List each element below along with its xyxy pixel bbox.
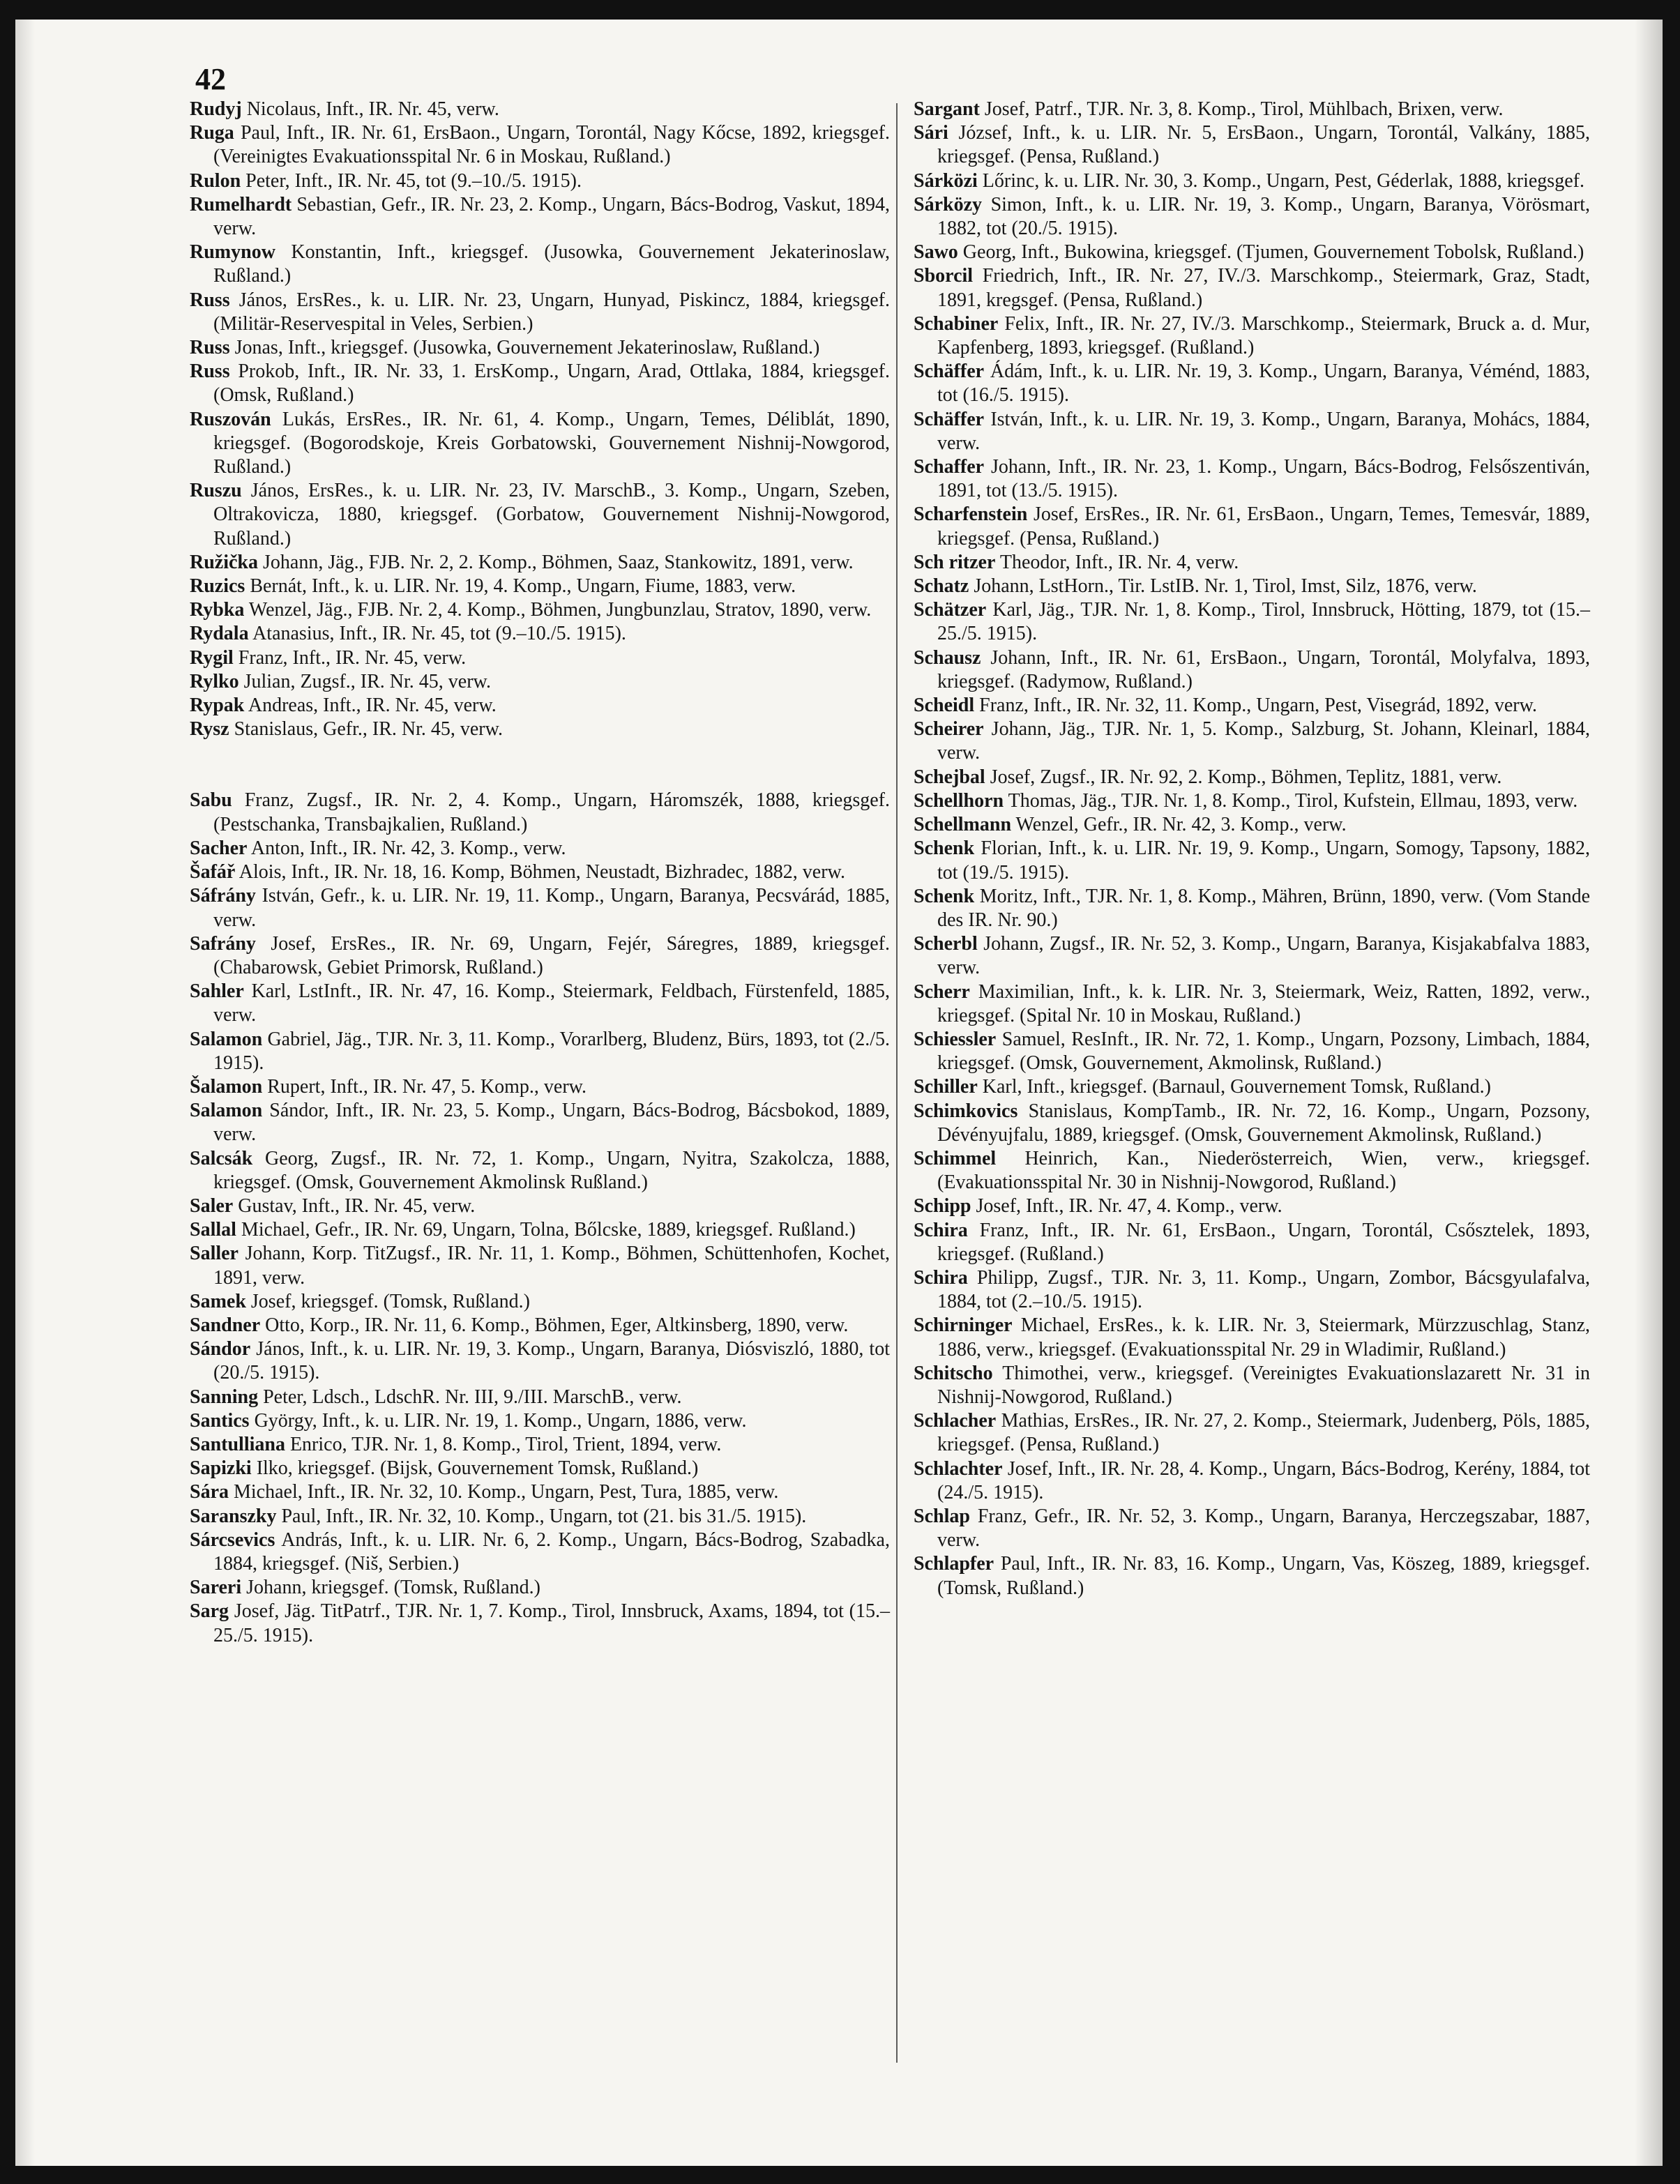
entry-surname: Schimmel <box>914 1147 997 1169</box>
entry-surname: Sborcil <box>914 265 974 287</box>
entry-surname: Ruszu <box>190 480 242 502</box>
list-entry <box>914 1266 1590 1314</box>
entry-surname: Salamon <box>190 1028 263 1050</box>
list-entry <box>190 1099 890 1146</box>
list-entry <box>190 360 890 407</box>
list-entry <box>914 312 1590 360</box>
entry-details: Thimothei, verw., kriegsgef. (Vereinigtes Evakuationslazarett Nr. 31 in Nishnij-Nowgorod, Rußland.) <box>937 1362 1590 1408</box>
entry-surname: Schabiner <box>914 312 999 335</box>
entry-details: Georg, Inft., Bukowina, kriegsgef. (Tjumen, Gouvernement Tobolsk, Rußland.) <box>962 241 1584 264</box>
list-entry <box>190 980 890 1027</box>
entry-surname: Sapizki <box>190 1457 252 1480</box>
list-entry <box>190 169 890 193</box>
entry-surname: Scherbl <box>914 933 978 955</box>
list-entry <box>914 455 1590 503</box>
entry-details: Johann, Jäg., FJB. Nr. 2, 2. Komp., Böhmen, Saaz, Stankowitz, 1891, verw. <box>263 551 854 573</box>
list-entry <box>914 885 1590 932</box>
entry-details: Josef, ErsRes., IR. Nr. 69, Ungarn, Fejér, Sáregres, 1889, kriegsgef. (Chabarowsk, Gebiet Primorsk, Rußland.) <box>213 932 891 978</box>
entry-details: Josef, kriegsgef. (Tomsk, Rußland.) <box>250 1290 530 1312</box>
list-entry <box>190 837 890 860</box>
entry-details: György, Inft., k. u. LIR. Nr. 19, 1. Komp., Ungarn, 1886, verw. <box>254 1409 747 1432</box>
list-entry <box>914 408 1590 455</box>
entry-surname: Sárcsevics <box>190 1529 275 1551</box>
entry-surname: Šalamon <box>190 1075 263 1098</box>
entry-surname: Schejbal <box>914 766 985 788</box>
entry-surname: Rygil <box>190 646 234 669</box>
list-entry <box>914 1075 1590 1099</box>
entry-surname: Sanning <box>190 1386 259 1408</box>
entry-details: Franz, Inft., IR. Nr. 45, verw. <box>238 646 467 669</box>
list-entry <box>914 503 1590 550</box>
entry-details: Mathias, ErsRes., IR. Nr. 27, 2. Komp., Steiermark, Judenberg, Pöls, 1885, kriegsgef. (Pensa, Rußland.) <box>937 1410 1590 1456</box>
entry-details: Prokob, Inft., IR. Nr. 33, 1. ErsKomp., Ungarn, Arad, Ottlaka, 1884, kriegsgef. (Omsk, Rußland.) <box>213 361 890 407</box>
entry-surname: Schlachter <box>914 1457 1003 1480</box>
list-entry <box>190 1457 890 1480</box>
entry-surname: Sandner <box>190 1314 261 1336</box>
entry-surname: Sawo <box>914 241 958 264</box>
left-column <box>190 98 890 1648</box>
entry-details: Rupert, Inft., IR. Nr. 47, 5. Komp., verw. <box>267 1075 587 1098</box>
entry-surname: Ružička <box>190 551 258 573</box>
list-entry <box>914 1314 1590 1361</box>
list-entry <box>190 1337 890 1385</box>
list-entry <box>914 694 1590 718</box>
entry-surname: Rumynow <box>190 241 275 264</box>
entry-surname: Saler <box>190 1195 234 1217</box>
entry-surname: Scheirer <box>914 718 984 741</box>
entry-surname: Samek <box>190 1290 246 1312</box>
entry-details: Karl, LstInft., IR. Nr. 47, 16. Komp., Steiermark, Feldbach, Fürstenfeld, 1885, verw. <box>213 980 890 1026</box>
list-entry <box>190 646 890 670</box>
list-entry <box>190 694 890 718</box>
entry-surname: Schausz <box>914 646 981 669</box>
list-entry <box>914 980 1590 1028</box>
list-entry <box>914 1362 1590 1409</box>
entry-surname: Salcsák <box>190 1147 253 1169</box>
list-entry <box>914 575 1590 598</box>
entry-details: Karl, Jäg., TJR. Nr. 1, 8. Komp., Tirol, Innsbruck, Hötting, 1879, tot (15.–25./5. 1915). <box>937 599 1591 645</box>
entry-details: Lukás, ErsRes., IR. Nr. 61, 4. Komp., Ungarn, Temes, Déliblát, 1890, kriegsgef. (Bogorodskoje, Kreis Gorbatowski, Gouvernement Nishnij-Nowgorod, Rußland.) <box>213 408 891 478</box>
entry-details: Josef, Patrf., TJR. Nr. 3, 8. Komp., Tirol, Mühlbach, Brixen, verw. <box>984 98 1504 120</box>
page-number: 42 <box>195 62 226 96</box>
entry-details: Lőrinc, k. u. LIR. Nr. 30, 3. Komp., Ungarn, Pest, Géderlak, 1888, kriegsgef. <box>982 169 1584 192</box>
entry-details: Josef, Zugsf., IR. Nr. 92, 2. Komp., Böhmen, Teplitz, 1881, verw. <box>990 766 1502 788</box>
entry-details: Atanasius, Inft., IR. Nr. 45, tot (9.–10./5. 1915). <box>252 623 626 645</box>
entry-details: Ilko, kriegsgef. (Bijsk, Gouvernement Tomsk, Rußland.) <box>256 1457 699 1480</box>
list-entry <box>190 718 890 741</box>
entry-surname: Scheidl <box>914 695 975 717</box>
entry-surname: Ruzics <box>190 575 245 598</box>
entry-details: Johann, Zugsf., IR. Nr. 52, 3. Komp., Ungarn, Baranya, Kisjakabfalva 1883, verw. <box>937 933 1590 979</box>
entry-details: Peter, Ldsch., LdschR. Nr. III, 9./III. MarschB., verw. <box>263 1386 682 1408</box>
entry-surname: Rybka <box>190 599 245 621</box>
entry-surname: Sabu <box>190 789 232 812</box>
entry-surname: Šafář <box>190 861 236 884</box>
entry-details: Johann, kriegsgef. (Tomsk, Rußland.) <box>246 1577 540 1599</box>
entry-surname: Schaffer <box>914 456 985 478</box>
entry-details: Thomas, Jäg., TJR. Nr. 1, 8. Komp., Tirol, Kufstein, Ellmau, 1893, verw. <box>1008 789 1578 812</box>
entry-surname: Rumelhardt <box>190 193 292 215</box>
entry-details: Maximilian, Inft., k. k. LIR. Nr. 3, Steiermark, Weiz, Ratten, 1892, verw., kriegsgef. (Spital Nr. 10 in Moskau, Rußland.) <box>937 980 1590 1026</box>
document-page <box>15 20 1663 2166</box>
entry-surname: Rulon <box>190 169 241 192</box>
list-entry <box>190 1600 890 1647</box>
entry-surname: Schimkovics <box>914 1100 1018 1122</box>
list-entry <box>914 241 1590 264</box>
list-entry <box>190 789 890 836</box>
entry-surname: Schenk <box>914 885 975 907</box>
entry-surname: Rysz <box>190 718 229 741</box>
list-entry <box>914 646 1590 694</box>
entry-details: Anton, Inft., IR. Nr. 42, 3. Komp., verw. <box>250 837 566 859</box>
entry-details: Gabriel, Jäg., TJR. Nr. 3, 11. Komp., Vorarlberg, Bludenz, Bürs, 1893, tot (2./5. 1915). <box>213 1028 891 1074</box>
entry-details: Paul, Inft., IR. Nr. 32, 10. Komp., Ungarn, tot (21. bis 31./5. 1915). <box>281 1505 807 1527</box>
entry-details: Josef, Inft., IR. Nr. 28, 4. Komp., Ungarn, Bács-Bodrog, Kerény, 1884, tot (24./5. 1915). <box>937 1457 1591 1503</box>
page-edge-shadow-right <box>1635 20 1663 2166</box>
list-entry <box>190 1576 890 1600</box>
page-edge-shadow-left <box>15 20 35 2166</box>
list-entry <box>914 1219 1590 1266</box>
list-entry <box>190 121 890 169</box>
entry-details: Felix, Inft., IR. Nr. 27, IV./3. Marschkomp., Steiermark, Bruck a. d. Mur, Kapfenberg, 1893, kriegsgef. (Rußland.) <box>937 312 1591 359</box>
list-entry <box>190 1242 890 1289</box>
list-entry <box>190 860 890 884</box>
list-entry <box>190 1147 890 1195</box>
entry-details: Paul, Inft., IR. Nr. 61, ErsBaon., Ungarn, Torontál, Nagy Kőcse, 1892, kriegsgef. (Vereinigtes Evakuationsspital Nr. 6 in Moskau, Rußland.) <box>213 122 890 168</box>
list-entry <box>190 1075 890 1099</box>
list-entry <box>914 360 1590 407</box>
entry-details: Josef, Inft., IR. Nr. 47, 4. Komp., verw. <box>976 1195 1282 1218</box>
list-entry <box>190 1409 890 1433</box>
entry-surname: Schlap <box>914 1505 970 1527</box>
entry-details: Peter, Inft., IR. Nr. 45, tot (9.–10./5. 1915). <box>245 169 582 192</box>
entry-surname: Sallal <box>190 1219 236 1241</box>
column-divider <box>896 103 898 2063</box>
entry-surname: Sándor <box>190 1338 251 1360</box>
list-entry <box>190 622 890 646</box>
entry-details: József, Inft., k. u. LIR. Nr. 5, ErsBaon., Ungarn, Torontál, Valkány, 1885, kriegsgef. (Pensa, Rußland.) <box>937 122 1590 168</box>
list-entry <box>914 264 1590 312</box>
list-entry <box>914 1147 1590 1195</box>
entry-surname: Schlapfer <box>914 1553 994 1575</box>
entry-surname: Schitscho <box>914 1362 993 1384</box>
list-entry <box>914 1552 1590 1600</box>
list-entry <box>914 598 1590 646</box>
entry-details: Michael, ErsRes., k. k. LIR. Nr. 3, Steiermark, Mürzzuschlag, Stanz, 1886, verw., kriegsgef. (Evakuationsspital Nr. 29 in Wladimir, Rußland.) <box>937 1314 1591 1360</box>
entry-surname: Sáfrány <box>190 885 256 907</box>
entry-details: Wenzel, Jäg., FJB. Nr. 2, 4. Komp., Böhmen, Jungbunzlau, Stratov, 1890, verw. <box>248 599 872 621</box>
entry-details: Samuel, ResInft., IR. Nr. 72, 1. Komp., Ungarn, Pozsony, Limbach, 1884, kriegsgef. (Omsk, Gouvernement, Akmolinsk, Rußland.) <box>937 1028 1591 1075</box>
entry-surname: Ruszován <box>190 408 271 430</box>
entry-surname: Sárközy <box>914 193 982 215</box>
entry-details: Franz, Inft., IR. Nr. 32, 11. Komp., Ungarn, Pest, Visegrád, 1892, verw. <box>979 695 1537 717</box>
entry-surname: Rylko <box>190 670 239 692</box>
entry-details: Florian, Inft., k. u. LIR. Nr. 19, 9. Komp., Ungarn, Somogy, Tapsony, 1882, tot (19./5. 1915). <box>937 837 1590 884</box>
list-entry <box>914 932 1590 980</box>
entry-details: István, Inft., k. u. LIR. Nr. 19, 3. Komp., Ungarn, Baranya, Mohács, 1884, verw. <box>937 408 1590 454</box>
list-entry <box>190 1314 890 1337</box>
entry-details: Michael, Gefr., IR. Nr. 69, Ungarn, Tolna, Bőlcske, 1889, kriegsgef. Rußland.) <box>241 1219 856 1241</box>
right-column <box>914 98 1590 1600</box>
list-entry <box>190 598 890 622</box>
entry-details: András, Inft., k. u. LIR. Nr. 6, 2. Komp., Ungarn, Bács-Bodrog, Szabadka, 1884, kriegsgef. (Niš, Serbien.) <box>213 1529 890 1575</box>
entry-details: Paul, Inft., IR. Nr. 83, 16. Komp., Ungarn, Vas, Köszeg, 1889, kriegsgef. (Tomsk, Rußland.) <box>937 1553 1590 1599</box>
entry-details: Johann, Jäg., TJR. Nr. 1, 5. Komp., Salzburg, St. Johann, Kleinarl, 1884, verw. <box>937 718 1591 764</box>
list-entry <box>190 1195 890 1218</box>
list-entry <box>190 479 890 551</box>
list-entry <box>190 193 890 241</box>
list-entry <box>914 813 1590 837</box>
entry-surname: Safrány <box>190 932 256 955</box>
list-entry <box>190 241 890 288</box>
entry-surname: Schenk <box>914 837 975 860</box>
entry-surname: Sára <box>190 1481 229 1503</box>
entry-surname: Salamon <box>190 1100 263 1122</box>
entry-details: Karl, Inft., kriegsgef. (Barnaul, Gouvernement Tomsk, Rußland.) <box>982 1076 1491 1098</box>
entry-details: Stanislaus, KompTamb., IR. Nr. 72, 16. Komp., Ungarn, Pozsony, Dévényujfalu, 1889, kriegsgef. (Omsk, Gouvernement Akmolinsk, Rußland.) <box>937 1100 1590 1146</box>
list-entry <box>914 121 1590 169</box>
list-entry <box>190 1290 890 1314</box>
entry-surname: Sareri <box>190 1577 242 1599</box>
entry-surname: Sargant <box>914 98 980 120</box>
entry-surname: Scherr <box>914 980 970 1003</box>
entry-details: Josef, Jäg. TitPatrf., TJR. Nr. 1, 7. Komp., Tirol, Innsbruck, Axams, 1894, tot (15.–25./5. 1915). <box>213 1600 890 1646</box>
list-entry <box>190 1529 890 1576</box>
list-entry <box>190 1433 890 1457</box>
list-entry <box>914 551 1590 575</box>
entry-details: Sándor, Inft., IR. Nr. 23, 5. Komp., Ungarn, Bács-Bodrog, Bácsbokod, 1889, verw. <box>213 1100 890 1146</box>
list-entry <box>914 1028 1590 1075</box>
entry-details: István, Gefr., k. u. LIR. Nr. 19, 11. Komp., Ungarn, Baranya, Pecsvárád, 1885, verw. <box>213 885 890 931</box>
entry-surname: Saranszky <box>190 1505 277 1527</box>
entry-details: Georg, Zugsf., IR. Nr. 72, 1. Komp., Ungarn, Nyitra, Szakolcza, 1888, kriegsgef. (Omsk, Gouvernement Akmolinsk Rußland.) <box>213 1147 890 1193</box>
entry-details: Moritz, Inft., TJR. Nr. 1, 8. Komp., Mähren, Brünn, 1890, verw. (Vom Stande des IR. Nr. 90.) <box>937 885 1590 931</box>
list-entry <box>190 1505 890 1529</box>
list-entry <box>190 1028 890 1075</box>
entry-details: Bernát, Inft., k. u. LIR. Nr. 19, 4. Komp., Ungarn, Fiume, 1883, verw. <box>250 575 796 598</box>
list-entry <box>190 408 890 480</box>
entry-surname: Saller <box>190 1243 239 1265</box>
list-entry <box>190 551 890 575</box>
entry-surname: Schätzer <box>914 599 987 621</box>
list-entry <box>190 289 890 336</box>
entry-surname: Sahler <box>190 980 244 1003</box>
entry-details: Gustav, Inft., IR. Nr. 45, verw. <box>238 1195 476 1217</box>
list-entry <box>914 789 1590 813</box>
entry-details: Heinrich, Kan., Niederösterreich, Wien, verw., kriegsgef. (Evakuationsspital Nr. 30 in Nishnij-Nowgorod, Rußland.) <box>937 1147 1591 1194</box>
list-entry <box>914 1409 1590 1457</box>
entry-surname: Schiller <box>914 1076 978 1098</box>
entry-surname: Sacher <box>190 837 248 859</box>
list-entry <box>190 336 890 360</box>
entry-surname: Schipp <box>914 1195 971 1218</box>
entry-surname: Schiessler <box>914 1028 997 1050</box>
entry-details: Philipp, Zugsf., TJR. Nr. 3, 11. Komp., Ungarn, Zombor, Bácsgyulafalva, 1884, tot (2.–10./5. 1915). <box>937 1266 1590 1313</box>
entry-details: János, Inft., k. u. LIR. Nr. 19, 3. Komp., Ungarn, Baranya, Diósviszló, 1880, tot (20./5. 1915). <box>213 1338 890 1384</box>
entry-details: Johann, Inft., IR. Nr. 61, ErsBaon., Ungarn, Torontál, Molyfalva, 1893, kriegsgef. (Radymow, Rußland.) <box>937 646 1591 692</box>
list-entry <box>190 575 890 598</box>
entry-details: Alois, Inft., IR. Nr. 18, 16. Komp, Böhmen, Neustadt, Bizhradec, 1882, verw. <box>239 861 845 884</box>
entry-surname: Sári <box>914 122 948 144</box>
entry-details: Johann, Inft., IR. Nr. 23, 1. Komp., Ungarn, Bács-Bodrog, Felsőszentiván, 1891, tot (13./5. 1915). <box>937 456 1591 502</box>
entry-details: Josef, ErsRes., IR. Nr. 61, ErsBaon., Ungarn, Temes, Temesvár, 1889, kriegsgef. (Pensa, Rußland.) <box>937 503 1591 549</box>
entry-surname: Santics <box>190 1409 250 1432</box>
list-entry <box>190 884 890 932</box>
entry-details: Franz, Gefr., IR. Nr. 52, 3. Komp., Ungarn, Baranya, Herczegszabar, 1887, verw. <box>937 1505 1591 1552</box>
entry-details: Franz, Inft., IR. Nr. 61, ErsBaon., Ungarn, Torontál, Csősztelek, 1893, kriegsgef. (Rußland.) <box>937 1219 1591 1265</box>
entry-details: János, ErsRes., k. u. LIR. Nr. 23, IV. MarschB., 3. Komp., Ungarn, Szeben, Oltrakovicza, 1880, kriegsgef. (Gorbatow, Gouvernement Nishnij-Nowgorod, Rußland.) <box>213 480 891 549</box>
entry-surname: Schatz <box>914 575 969 598</box>
entry-surname: Schlacher <box>914 1410 997 1432</box>
entry-surname: Sch ritzer <box>914 551 996 573</box>
entry-details: Michael, Inft., IR. Nr. 32, 10. Komp., Ungarn, Pest, Tura, 1885, verw. <box>234 1481 779 1503</box>
list-entry <box>190 1480 890 1504</box>
list-entry <box>914 1505 1590 1552</box>
entry-surname: Schirninger <box>914 1314 1013 1337</box>
entry-details: Ádám, Inft., k. u. LIR. Nr. 19, 3. Komp., Ungarn, Baranya, Véménd, 1883, tot (16./5. 1915). <box>937 361 1590 407</box>
entry-details: Wenzel, Gefr., IR. Nr. 42, 3. Komp., verw. <box>1015 814 1347 836</box>
list-entry <box>914 1457 1590 1505</box>
entry-details: Simon, Inft., k. u. LIR. Nr. 19, 3. Komp., Ungarn, Baranya, Vörösmart, 1882, tot (20./5. 1915). <box>937 193 1591 240</box>
list-entry <box>914 766 1590 789</box>
list-entry <box>190 670 890 694</box>
entry-surname: Russ <box>190 289 230 311</box>
list-entry <box>914 718 1590 765</box>
entry-details: Nicolaus, Inft., IR. Nr. 45, verw. <box>246 98 499 120</box>
entry-details: János, ErsRes., k. u. LIR. Nr. 23, Ungarn, Hunyad, Piskincz, 1884, kriegsgef. (Militär-Reservespital in Veles, Serbien.) <box>213 289 890 335</box>
entry-surname: Santulliana <box>190 1433 285 1455</box>
entry-surname: Rudyj <box>190 98 242 120</box>
entry-details: Stanislaus, Gefr., IR. Nr. 45, verw. <box>234 718 504 741</box>
entry-surname: Rydala <box>190 623 249 645</box>
entry-details: Friedrich, Inft., IR. Nr. 27, IV./3. Marschkomp., Steiermark, Graz, Stadt, 1891, kregsgef. (Pensa, Rußland.) <box>937 265 1590 311</box>
entry-details: Jonas, Inft., kriegsgef. (Jusowka, Gouvernement Jekaterinoslaw, Rußland.) <box>234 337 820 359</box>
entry-details: Franz, Zugsf., IR. Nr. 2, 4. Komp., Ungarn, Háromszék, 1888, kriegsgef. (Pestschanka, Transbajkalien, Rußland.) <box>213 789 891 835</box>
list-entry <box>914 1100 1590 1147</box>
entry-surname: Rypak <box>190 695 245 717</box>
list-entry <box>914 98 1590 121</box>
entry-details: Sebastian, Gefr., IR. Nr. 23, 2. Komp., Ungarn, Bács-Bodrog, Vaskut, 1894, verw. <box>213 193 890 240</box>
entry-details: Johann, LstHorn., Tir. LstIB. Nr. 1, Tirol, Imst, Silz, 1876, verw. <box>974 575 1477 598</box>
list-entry <box>190 1386 890 1409</box>
entry-surname: Sárközi <box>914 169 978 192</box>
entry-surname: Schellhorn <box>914 789 1004 812</box>
entry-surname: Schira <box>914 1219 968 1241</box>
entry-surname: Schäffer <box>914 408 985 430</box>
entry-details: Johann, Korp. TitZugsf., IR. Nr. 11, 1. Komp., Böhmen, Schüttenhofen, Kochet, 1891, verw. <box>213 1243 890 1289</box>
entry-details: Theodor, Inft., IR. Nr. 4, verw. <box>999 551 1239 573</box>
list-entry <box>914 837 1590 884</box>
list-entry <box>914 193 1590 241</box>
entry-surname: Sarg <box>190 1600 229 1623</box>
entry-details: Andreas, Inft., IR. Nr. 45, verw. <box>248 695 497 717</box>
list-entry <box>190 98 890 121</box>
entry-details: Julian, Zugsf., IR. Nr. 45, verw. <box>243 670 491 692</box>
entry-surname: Schira <box>914 1266 968 1289</box>
entry-details: Konstantin, Inft., kriegsgef. (Jusowka, Gouvernement Jekaterinoslaw, Rußland.) <box>213 241 890 287</box>
list-entry <box>190 932 890 980</box>
entry-details: Enrico, TJR. Nr. 1, 8. Komp., Tirol, Trient, 1894, verw. <box>289 1433 722 1455</box>
entry-details: Otto, Korp., IR. Nr. 11, 6. Komp., Böhmen, Eger, Altkinsberg, 1890, verw. <box>265 1314 849 1336</box>
list-entry <box>914 1195 1590 1218</box>
entry-surname: Scharfenstein <box>914 503 1028 526</box>
entry-surname: Schäffer <box>914 361 985 383</box>
list-entry <box>914 169 1590 193</box>
list-entry <box>190 1218 890 1242</box>
entry-surname: Schellmann <box>914 814 1012 836</box>
entry-surname: Ruga <box>190 122 234 144</box>
entry-surname: Russ <box>190 361 230 383</box>
entry-surname: Russ <box>190 337 230 359</box>
